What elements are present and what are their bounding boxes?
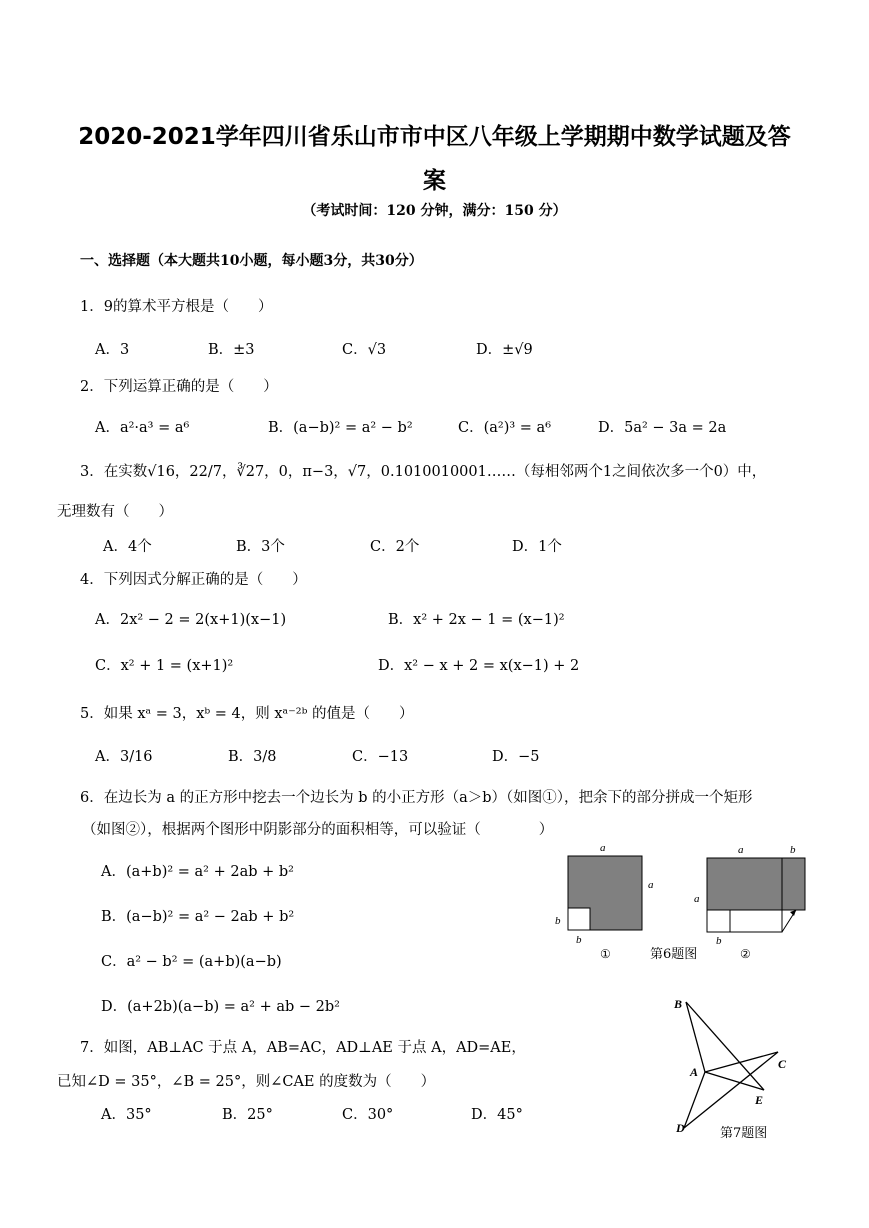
question-3-continued: 无理数有（ ） <box>57 504 173 520</box>
q1-option-b: B．±3 <box>208 342 255 358</box>
q7-figure <box>668 990 798 1135</box>
q4-option-c: C．x² + 1 = (x+1)² <box>95 658 234 674</box>
q6-option-a: A．(a+b)² = a² + 2ab + b² <box>101 864 294 880</box>
question-6: 6．在边长为 a 的正方形中挖去一个边长为 b 的小正方形（a＞b）（如图①），把余下的部分拼成一个矩形 <box>80 790 753 806</box>
q5-option-a: A．3/16 <box>95 749 153 765</box>
fig1-label-a-side: a <box>648 879 654 891</box>
fig1-label-a-top: a <box>600 842 606 854</box>
fig1-small-square <box>568 908 590 930</box>
fig2-label-a-side: a <box>694 893 700 905</box>
q5-option-d: D．−5 <box>492 749 540 765</box>
fig2-label-b-top: b <box>790 844 796 856</box>
q3-option-c: C．2个 <box>370 539 420 555</box>
fig2-white-strip <box>707 910 782 932</box>
question-7: 7．如图，AB⊥AC 于点 A，AB=AC，AD⊥AE 于点 A，AD=AE， <box>80 1040 526 1056</box>
point-c-label: C <box>778 1057 787 1071</box>
question-5: 5．如果 xᵃ = 3，xᵇ = 4，则 xᵃ⁻²ᵇ 的值是（ ） <box>80 706 414 722</box>
page-title-continued: 案 <box>423 168 446 194</box>
q7-option-a: A．35° <box>101 1107 152 1123</box>
question-1: 1．9的算术平方根是（ ） <box>80 299 273 315</box>
question-2: 2．下列运算正确的是（ ） <box>80 379 278 395</box>
point-e-label: E <box>755 1093 764 1107</box>
q4-option-d: D．x² − x + 2 = x(x−1) + 2 <box>378 658 580 674</box>
q5-option-b: B．3/8 <box>228 749 277 765</box>
fig1-label-b-bottom: b <box>576 934 582 946</box>
fig2-marker: ② <box>740 947 751 961</box>
q7-option-d: D．45° <box>471 1107 523 1123</box>
q1-option-a: A．3 <box>95 342 130 358</box>
q3-option-a: A．4个 <box>103 539 152 555</box>
q7-figure-caption: 第7题图 <box>720 1126 768 1141</box>
q5-option-c: C．−13 <box>352 749 409 765</box>
fig2-rectangle <box>707 858 805 910</box>
page-title: 2020-2021学年四川省乐山市市中区八年级上学期期中数学试题及答 <box>78 124 791 150</box>
exam-info: （考试时间：120 分钟，满分：150 分） <box>302 203 567 219</box>
fig2-label-a-top: a <box>738 844 744 856</box>
q6-option-c: C．a² − b² = (a+b)(a−b) <box>101 954 282 970</box>
q6-option-d: D．(a+2b)(a−b) = a² + ab − 2b² <box>101 999 340 1015</box>
q2-option-b: B．(a−b)² = a² − b² <box>268 420 413 436</box>
q3-option-b: B．3个 <box>236 539 285 555</box>
segment-ac <box>705 1052 778 1072</box>
fig1-label-b-side: b <box>555 915 561 927</box>
q3-option-d: D．1个 <box>512 539 562 555</box>
q4-option-b: B．x² + 2x − 1 = (x−1)² <box>388 612 565 628</box>
fig1-marker: ① <box>600 947 611 961</box>
question-7-continued: 已知∠D = 35°，∠B = 25°，则∠CAE 的度数为（ ） <box>57 1074 436 1090</box>
point-a-label: A <box>690 1065 699 1079</box>
point-d-label: D <box>676 1121 685 1135</box>
fig2-label-b-bottom: b <box>716 935 722 947</box>
q4-option-a: A．2x² − 2 = 2(x+1)(x−1) <box>95 612 287 628</box>
q6-figure-caption: 第6题图 <box>650 947 698 962</box>
section-heading: 一、选择题（本大题共10小题，每小题3分，共30分） <box>80 253 423 269</box>
q2-option-d: D．5a² − 3a = 2a <box>598 420 727 436</box>
q7-option-c: C．30° <box>342 1107 394 1123</box>
question-3: 3．在实数√16，22/7，∛27，0，π−3，√7，0.1010010001……（每相邻两个1之间依次多一个0）中， <box>80 464 767 480</box>
q7-option-b: B．25° <box>222 1107 273 1123</box>
q1-option-c: C．√3 <box>342 342 387 358</box>
question-6-continued: （如图②），根据两个图形中阴影部分的面积相等，可以验证（ ） <box>82 822 554 838</box>
question-4: 4．下列因式分解正确的是（ ） <box>80 572 307 588</box>
q2-option-c: C．(a²)³ = a⁶ <box>458 420 552 436</box>
q1-option-d: D．±√9 <box>476 342 533 358</box>
point-b-label: B <box>674 997 683 1011</box>
q6-option-b: B．(a−b)² = a² − 2ab + b² <box>101 909 295 925</box>
q2-option-a: A．a²·a³ = a⁶ <box>95 420 190 436</box>
